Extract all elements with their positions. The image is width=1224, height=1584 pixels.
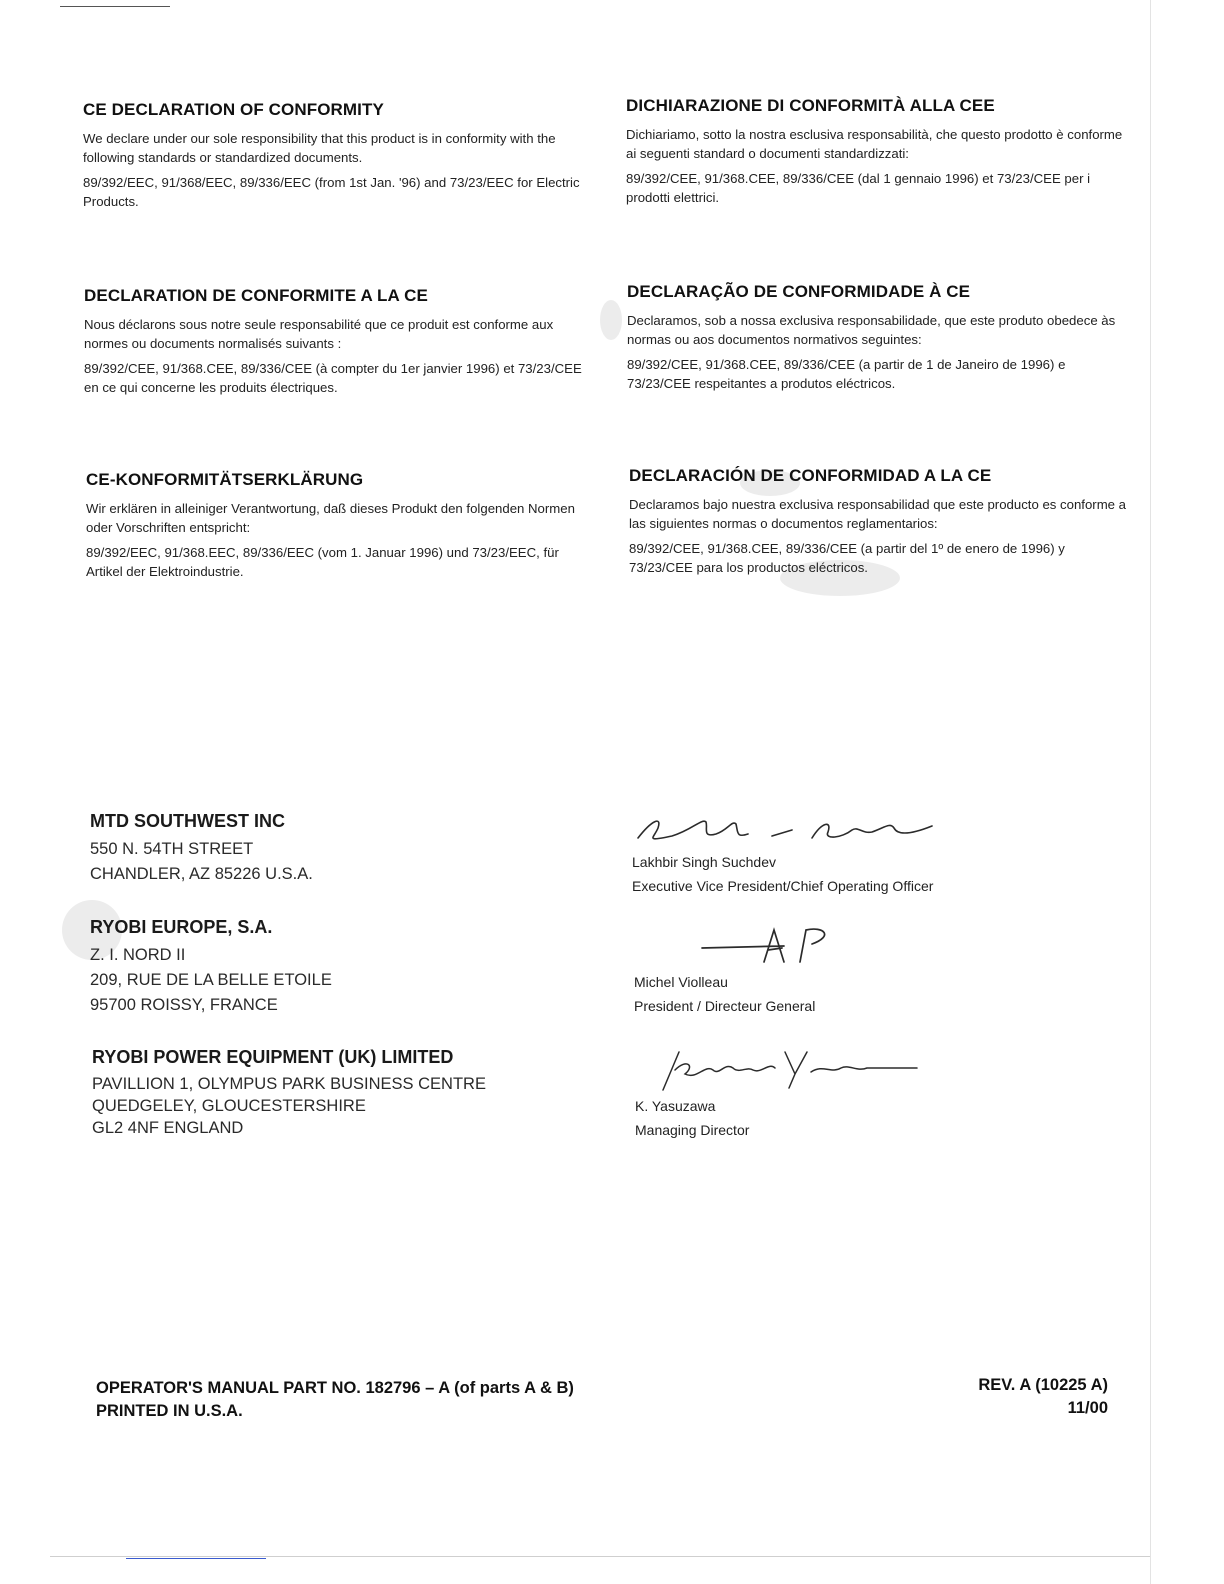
scan-edge-bottom — [50, 1556, 1150, 1557]
signatory-title: Managing Director — [635, 1122, 750, 1138]
declaration-directives: 89/392/CEE, 91/368.CEE, 89/336/CEE (dal 1 gennaio 1996) et 73/23/CEE per i prodotti elettrici. — [626, 171, 1091, 205]
signatory-name: Lakhbir Singh Suchdev — [632, 854, 776, 870]
declaration-directives: 89/392/EEC, 91/368/EEC, 89/336/EEC (from 1st Jan. '96) and 73/23/EEC for Electric Products. — [83, 175, 580, 209]
declaration-statement: Dichiariamo, sotto la nostra esclusiva responsabilità, che questo prodotto è conforme ai seguenti standard o documenti standardizzati: — [626, 127, 1123, 161]
signatory-violleau — [634, 922, 1054, 1018]
revision-code: REV. A (10225 A) — [978, 1376, 1108, 1394]
declaration-title: DICHIARAZIONE DI CONFORMITÀ ALLA CEE — [626, 96, 995, 115]
manual-part-number: OPERATOR'S MANUAL PART NO. 182796 – A (of parts A & B) — [96, 1379, 574, 1397]
signatory-title: President / Directeur General — [634, 998, 816, 1014]
address-line: QUEDGELEY, GLOUCESTERSHIRE — [92, 1097, 366, 1115]
company-address-ryobi-uk — [92, 1047, 612, 1139]
declaration-statement: Declaramos bajo nuestra exclusiva responsabilidad que este producto es conforme a las siguientes normas o documentos reglamentarios: — [629, 497, 1127, 531]
scan-edge-top — [60, 6, 170, 7]
address-line: GL2 4NF ENGLAND — [92, 1119, 244, 1137]
address-line: PAVILLION 1, OLYMPUS PARK BUSINESS CENTRE — [92, 1075, 486, 1093]
company-name: RYOBI EUROPE, S.A. — [90, 917, 273, 937]
revision-date: 11/00 — [1067, 1399, 1108, 1417]
declaration-directives: 89/392/EEC, 91/368.EEC, 89/336/EEC (vom 1. Januar 1996) und 73/23/EEC, für Artikel der Elektroindustrie. — [86, 545, 559, 579]
scan-edge-underline — [126, 1558, 266, 1559]
declaration-statement: Declaramos, sob a nossa exclusiva responsabilidade, que este produto obedece às normas ou aos documentos normativos seguintes: — [627, 313, 1116, 347]
signatory-name: Michel Violleau — [634, 974, 728, 990]
signatory-title: Executive Vice President/Chief Operating Officer — [632, 878, 934, 894]
declaration-directives: 89/392/CEE, 91/368.CEE, 89/336/CEE (a partir del 1º de enero de 1996) y 73/23/CEE para los productos eléctricos. — [629, 541, 1065, 575]
address-line: CHANDLER, AZ 85226 U.S.A. — [90, 865, 313, 883]
address-line: 550 N. 54TH STREET — [90, 840, 254, 858]
manual-footer — [96, 1377, 574, 1423]
declaration-it — [626, 96, 1126, 213]
declaration-directives: 89/392/CEE, 91/368.CEE, 89/336/CEE (à compter du 1er janvier 1996) et 73/23/CEE en ce qui concerne les produits électriques. — [84, 361, 582, 395]
declaration-de — [86, 470, 586, 587]
declaration-title: DECLARACIÓN DE CONFORMIDAD A LA CE — [629, 466, 992, 485]
declaration-en — [83, 100, 583, 217]
scan-edge-right — [1150, 0, 1151, 1584]
signatory-yasuzawa — [635, 1044, 1055, 1142]
declaration-pt — [627, 282, 1127, 399]
handwritten-signature — [632, 808, 952, 850]
address-line: 95700 ROISSY, FRANCE — [90, 996, 278, 1014]
signatory-name: K. Yasuzawa — [635, 1098, 716, 1114]
declaration-statement: We declare under our sole responsibility that this product is in conformity with the following standards or standardized documents. — [83, 131, 556, 165]
printed-location: PRINTED IN U.S.A. — [96, 1402, 243, 1420]
company-address-ryobi-europe — [90, 917, 610, 1018]
address-line: Z. I. NORD II — [90, 946, 186, 964]
address-line: 209, RUE DE LA BELLE ETOILE — [90, 971, 332, 989]
declaration-title: CE-KONFORMITÄTSERKLÄRUNG — [86, 470, 364, 489]
declaration-title: DECLARAÇÃO DE CONFORMIDADE À CE — [627, 282, 971, 301]
declaration-directives: 89/392/CEE, 91/368.CEE, 89/336/CEE (a partir de 1 de Janeiro de 1996) e 73/23/CEE respeitantes a produtos eléctricos. — [627, 357, 1066, 391]
company-name: RYOBI POWER EQUIPMENT (UK) LIMITED — [92, 1047, 454, 1067]
declaration-title: CE DECLARATION OF CONFORMITY — [83, 100, 384, 119]
company-address-mtd — [90, 811, 610, 887]
scan-smudge — [600, 300, 622, 340]
declaration-fr — [84, 286, 584, 403]
handwritten-signature — [635, 1044, 935, 1094]
declaration-statement: Wir erklären in alleiniger Verantwortung, daß dieses Produkt den folgenden Normen oder Vorschriften entspricht: — [86, 501, 575, 535]
handwritten-signature — [634, 922, 874, 970]
declaration-statement: Nous déclarons sous notre seule responsabilité que ce produit est conforme aux normes ou documents normalisés suivants : — [84, 317, 554, 351]
revision-footer — [978, 1374, 1108, 1420]
declaration-es — [629, 466, 1129, 583]
declaration-title: DECLARATION DE CONFORMITE A LA CE — [84, 286, 428, 305]
company-name: MTD SOUTHWEST INC — [90, 811, 285, 831]
signatory-suchdev — [632, 808, 1052, 898]
